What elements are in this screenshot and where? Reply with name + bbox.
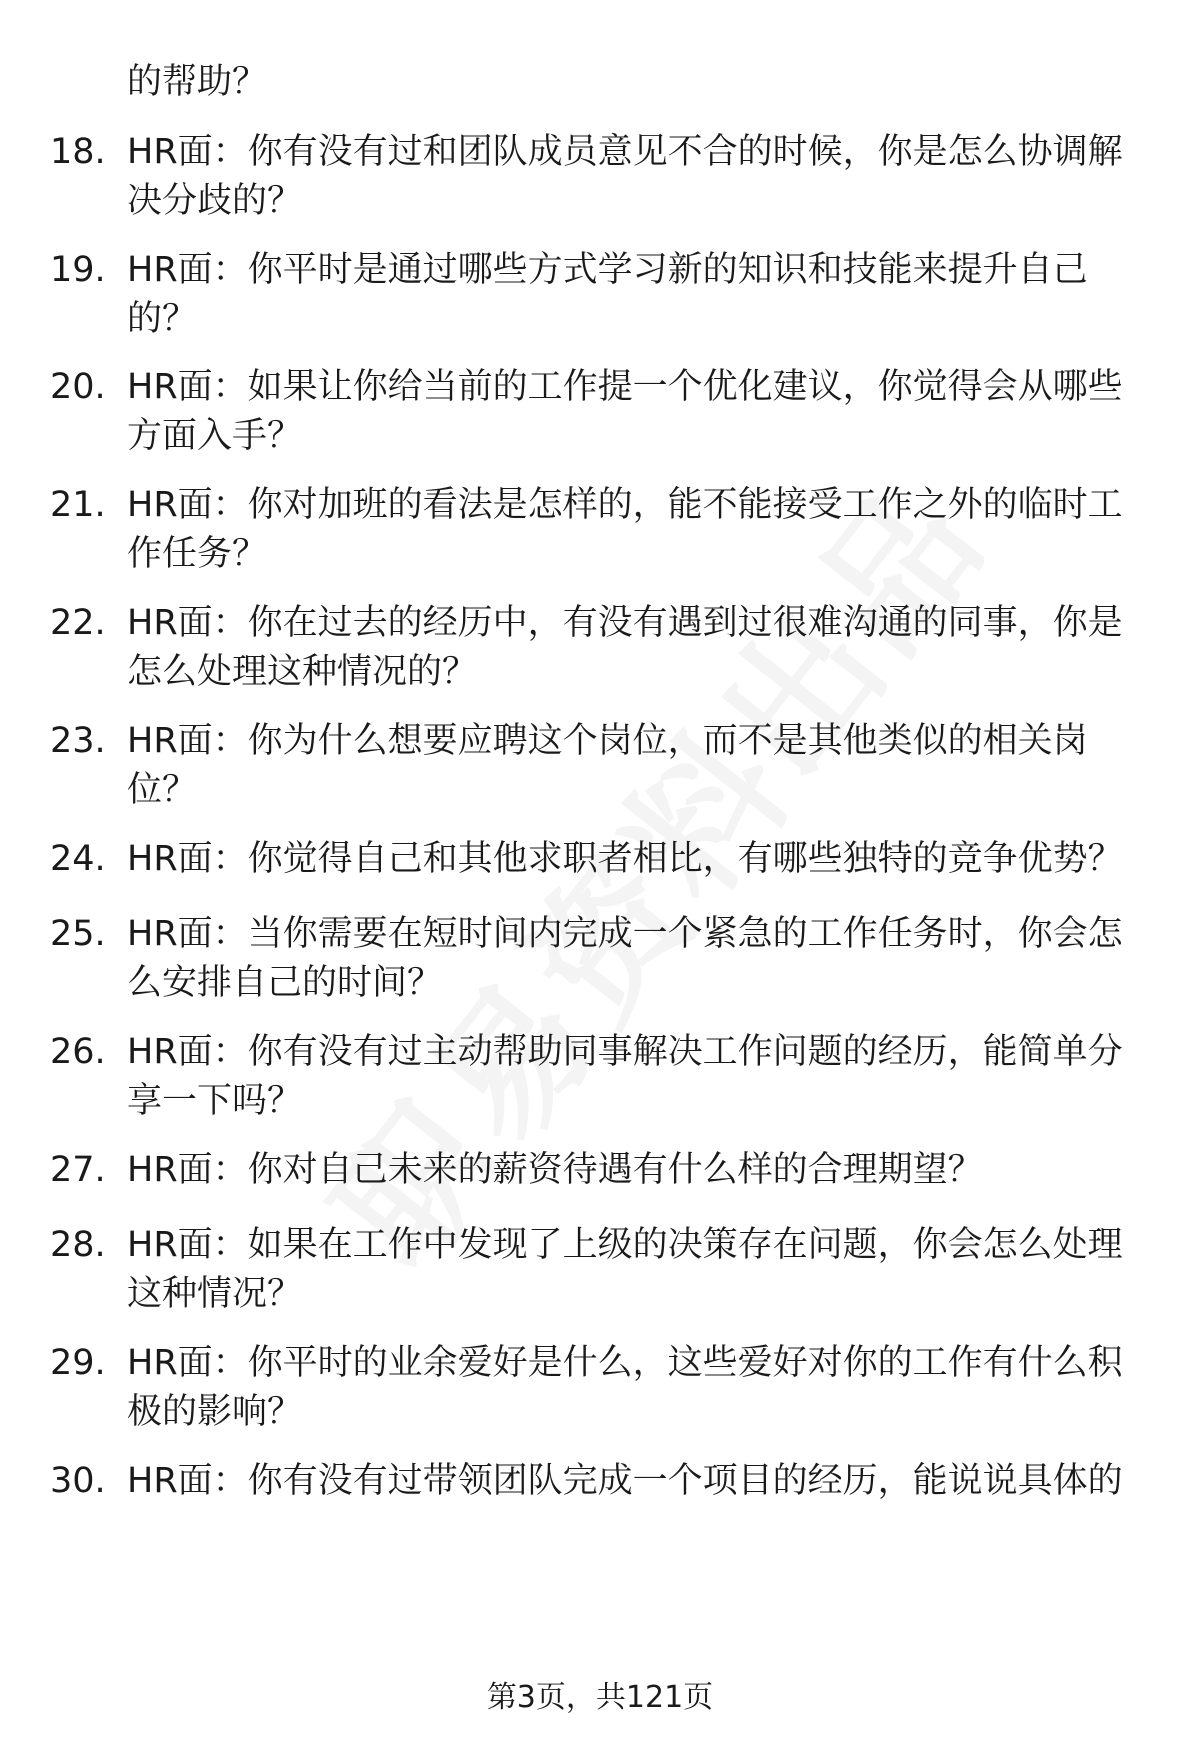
item-text: HR面：你有没有过和团队成员意见不合的时候，你是怎么协调解决分歧的？ bbox=[127, 132, 1123, 221]
item-number: 27. bbox=[50, 1150, 106, 1190]
item-text: HR面：你在过去的经历中，有没有遇到过很难沟通的同事，你是怎么处理这种情况的？ bbox=[127, 603, 1123, 692]
item-number: 21. bbox=[50, 485, 106, 525]
item-number: 22. bbox=[50, 603, 106, 643]
item-number: 18. bbox=[50, 132, 106, 172]
item-text: HR面：如果在工作中发现了上级的决策存在问题，你会怎么处理这种情况？ bbox=[127, 1225, 1123, 1314]
item-text: HR面：你对自己未来的薪资待遇有什么样的合理期望？ bbox=[127, 1150, 983, 1190]
item-text: HR面：如果让你给当前的工作提一个优化建议，你觉得会从哪些方面入手？ bbox=[127, 367, 1123, 456]
page-footer: 第3页，共121页 bbox=[486, 1680, 714, 1715]
item-text: HR面：你平时的业余爱好是什么，这些爱好对你的工作有什么积极的影响？ bbox=[127, 1343, 1123, 1432]
item-text: HR面：你平时是通过哪些方式学习新的知识和技能来提升自己的？ bbox=[127, 250, 1088, 339]
item-number: 24. bbox=[50, 839, 106, 879]
item-text: HR面：你有没有过带领团队完成一个项目的经历，能说说具体的 bbox=[127, 1461, 1123, 1501]
item-text: HR面：你觉得自己和其他求职者相比，有哪些独特的竞争优势？ bbox=[127, 839, 1123, 879]
item-number: 19. bbox=[50, 250, 106, 290]
item-text: HR面：当你需要在短时间内完成一个紧急的工作任务时，你会怎么安排自己的时间？ bbox=[127, 914, 1123, 1003]
item-number: 20. bbox=[50, 367, 106, 407]
item-number: 28. bbox=[50, 1225, 106, 1265]
item-text: HR面：你为什么想要应聘这个岗位，而不是其他类似的相关岗位？ bbox=[127, 721, 1088, 810]
item-number: 29. bbox=[50, 1343, 106, 1383]
continuation-text: 的帮助？ bbox=[127, 62, 268, 102]
item-number: 26. bbox=[50, 1032, 106, 1072]
item-number: 23. bbox=[50, 721, 106, 761]
item-number: 25. bbox=[50, 914, 106, 954]
item-text: HR面：你有没有过主动帮助同事解决工作问题的经历，能简单分享一下吗？ bbox=[127, 1032, 1123, 1121]
item-number: 30. bbox=[50, 1461, 106, 1501]
item-text: HR面：你对加班的看法是怎样的，能不能接受工作之外的临时工作任务？ bbox=[127, 485, 1123, 574]
